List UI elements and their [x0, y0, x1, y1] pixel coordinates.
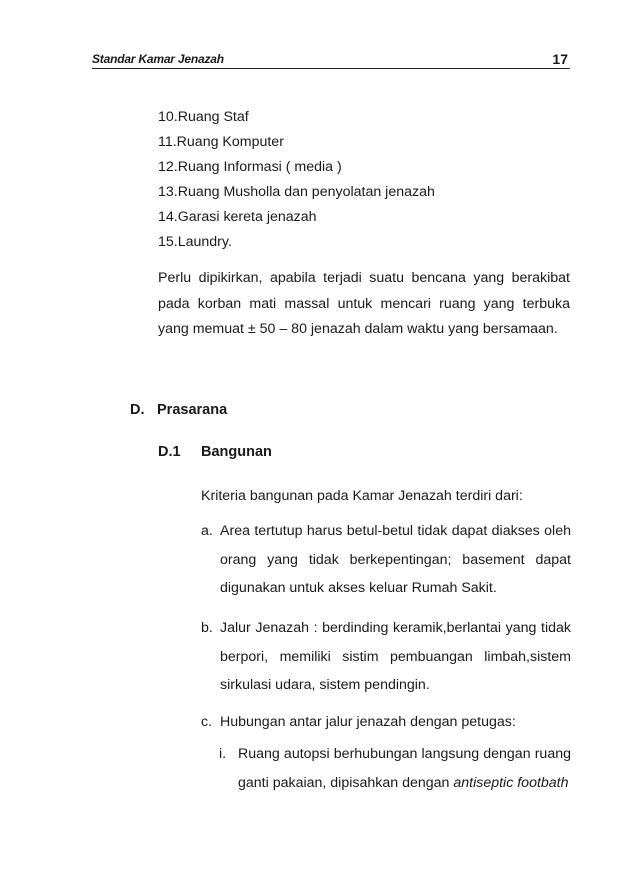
subitem-text-regular: Ruang autopsi berhubungan langsung dengan ruang ganti pakaian, dipisahkan dengan	[238, 746, 571, 791]
paragraph-disaster: Perlu dipikirkan, apabila terjadi suatu bencana yang berakibat pada korban mati massal untuk mencari ruang yang terbuka yang memuat ± 50 – 80 jenazah dalam waktu yang bersamaan.	[158, 270, 570, 337]
subsection-heading-d1	[158, 444, 272, 460]
list-item: 10.Ruang Staf	[158, 109, 249, 125]
subsection-number: D.1	[158, 444, 181, 460]
item-label: a.	[201, 523, 213, 539]
criteria-intro: Kriteria bangunan pada Kamar Jenazah terdiri dari:	[201, 488, 523, 504]
page-number: 17	[552, 51, 568, 67]
section-heading-d	[130, 402, 227, 418]
subitem-text	[238, 740, 571, 797]
list-item: 15.Laundry.	[158, 234, 232, 250]
header-title: Standar Kamar Jenazah	[92, 52, 224, 66]
item-label: b.	[201, 620, 213, 636]
item-text: Area tertutup harus betul-betul tidak dapat diakses oleh orang yang tidak berkepentingan; basement dapat digunakan untuk akses keluar Rumah Sakit.	[220, 523, 571, 596]
subitem-text-italic: antiseptic footbath	[453, 774, 569, 791]
subitem-label: i.	[219, 746, 227, 762]
page-header	[92, 52, 570, 69]
list-item: 14.Garasi kereta jenazah	[158, 209, 317, 225]
item-text: Hubungan antar jalur jenazah dengan petugas:	[220, 714, 516, 730]
subsection-title: Bangunan	[201, 444, 272, 460]
list-item: 12.Ruang Informasi ( media )	[158, 159, 342, 175]
section-title: Prasarana	[157, 402, 228, 418]
item-text: Jalur Jenazah : berdinding keramik,berlantai yang tidak berpori, memiliki sistim pembuangan limbah,sistem sirkulasi udara, sistem pendingin.	[220, 620, 571, 693]
room-list	[158, 108, 435, 258]
list-item: 11.Ruang Komputer	[158, 134, 284, 150]
list-item: 13.Ruang Musholla dan penyolatan jenazah	[158, 184, 435, 200]
item-label: c.	[201, 714, 213, 730]
section-number: D.	[130, 402, 145, 418]
